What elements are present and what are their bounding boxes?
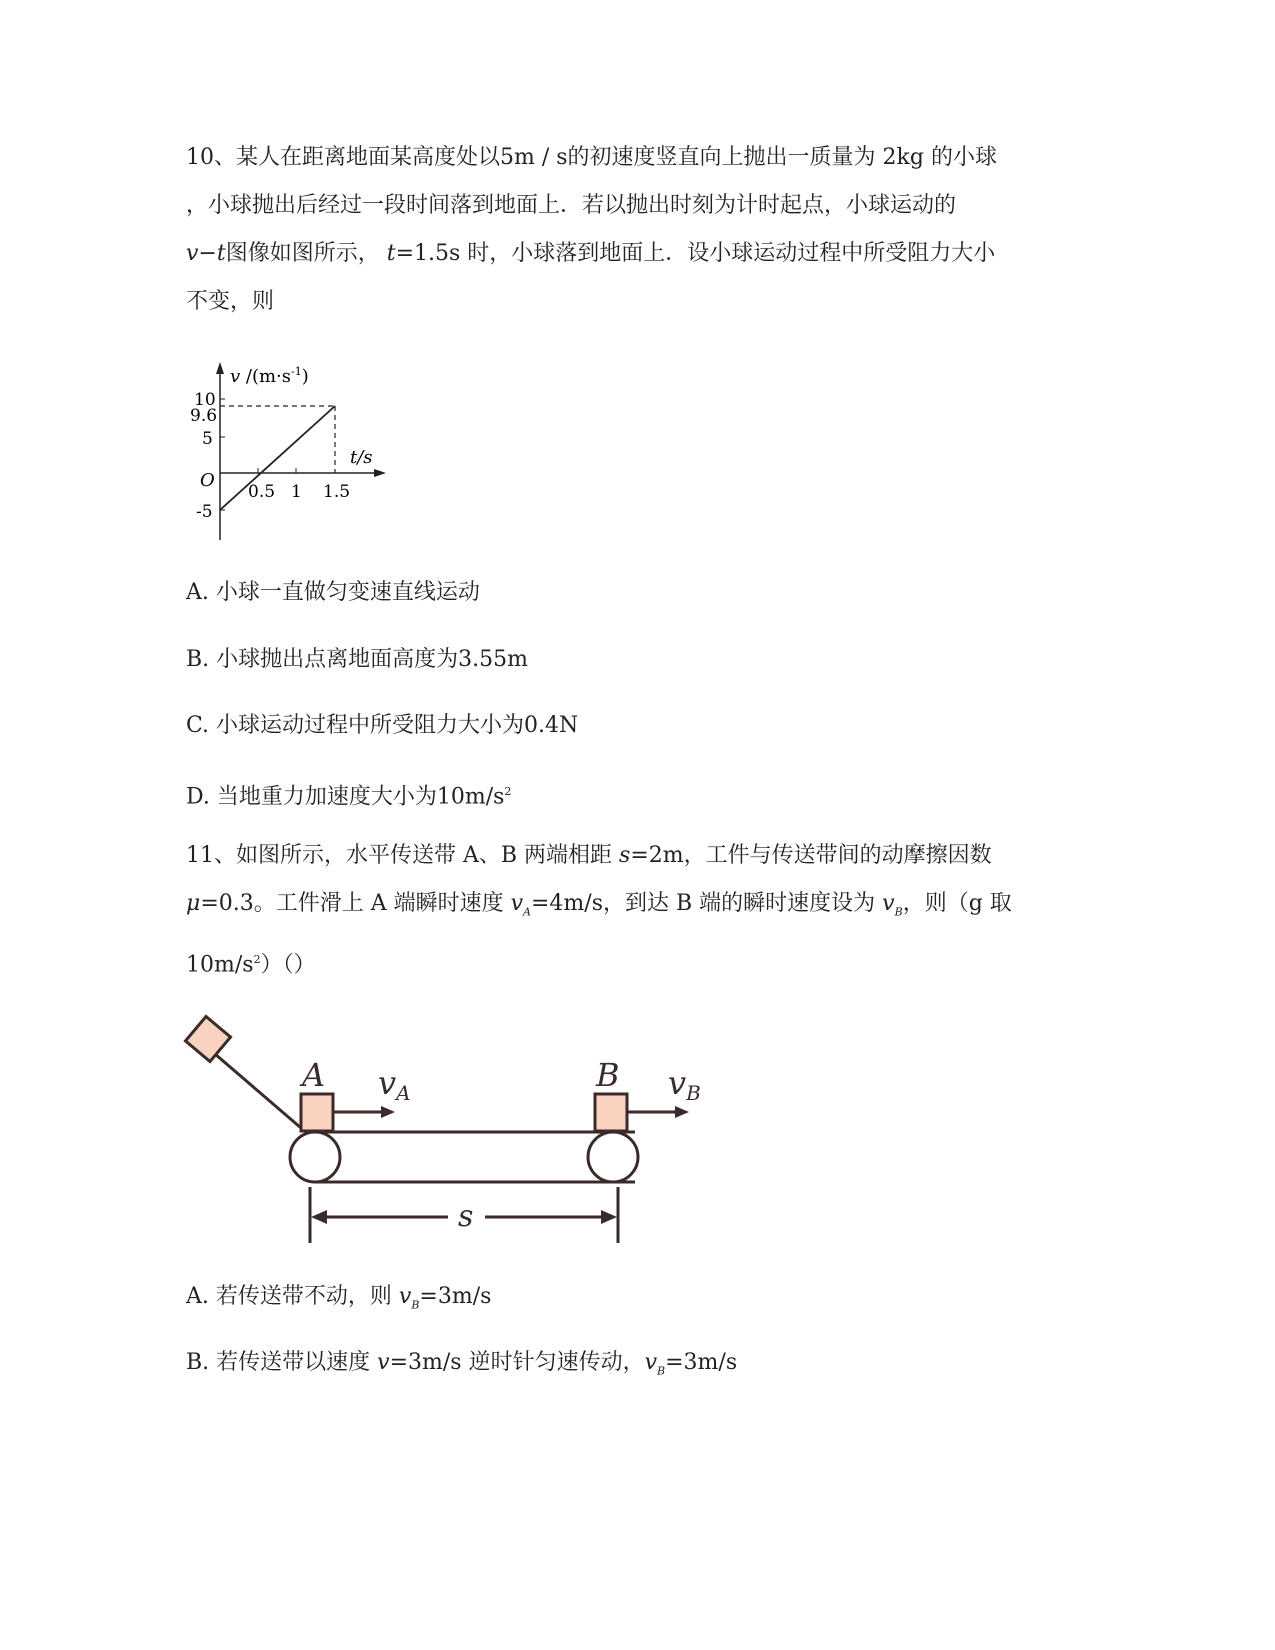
q11-option-a-post: =3m/s [419,1284,492,1309]
label-b: B [596,1056,620,1094]
question-11-stem [186,832,1086,990]
q11-line-1-b: =2m，工件与传送带间的动摩擦因数 [630,843,992,868]
q11-option-a [186,1282,491,1320]
q11-line-1-a: 11、如图所示，水平传送带 A、B 两端相距 [186,843,620,868]
roller-left [290,1132,340,1182]
q11-option-a-pre: A. 若传送带不动，则 [186,1284,399,1309]
q10-line-4: 不变，则 [186,289,275,314]
q11-option-b [186,1348,737,1386]
q10-option-d-sup: 2 [504,785,512,798]
y-axis-arrow [216,362,224,374]
q10-line-3-a: 图像如图所示， [225,241,380,266]
q10-line-2: ，小球抛出后经过一段时间落到地面上．若以抛出时刻为计时起点，小球运动的 [186,193,957,218]
q10-dash: − [198,241,217,266]
block-at-b [595,1094,627,1131]
q11-line-3 [186,936,1086,989]
q11-line-2-b: =4m/s，到达 B 端的瞬时速度设为 [531,891,883,916]
x-tick-label-1: 1 [291,482,302,502]
q10-v-symbol: v [186,241,199,266]
q11-mu-symbol: μ [186,891,201,916]
ramp-block [185,1016,230,1061]
q10-option-b: B. 小球抛出点离地面高度为3.55m [186,647,528,672]
q11-line-3-sup: 2 [253,953,261,967]
dim-arrow-left [311,1210,327,1224]
q10-option-a: A. 小球一直做匀变速直线运动 [186,580,480,605]
q11-option-a-v: v [398,1284,412,1309]
q11-option-b-pre: B. 若传送带以速度 [186,1350,378,1375]
vA-arrow-head [381,1106,395,1118]
q10-option-c: C. 小球运动过程中所受阻力大小为0.4N [186,713,579,738]
vt-graph [190,360,400,550]
x-axis-label: t/s [350,447,373,468]
q11-vB-symbol: v [882,891,895,916]
y-axis-label: v $/(m\cdot s^{-1})$ [230,365,309,387]
q11-option-b-v: v [377,1350,390,1375]
incline-ramp [208,1048,315,1140]
x-tick-label-0-5: 0.5 [248,482,276,502]
velocity-line [220,406,335,510]
q10-line-3-b: =1.5s 时，小球落到地面上．设小球运动过程中所受阻力大小 [395,241,996,266]
label-a: A [302,1056,326,1094]
label-vB: vB [668,1064,701,1105]
q10-line-1: 10、某人在距离地面某高度处以5m / s的初速度竖直向上抛出一质量为 2kg 的小球 [186,145,997,170]
vB-arrow-head [675,1106,689,1118]
q11-option-b-mid: =3m/s 逆时针匀速传动， [389,1350,645,1375]
q11-s-symbol: s [619,843,631,868]
q11-line-2-a: =0.3。工件滑上 A 端瞬时速度 [200,891,511,916]
label-vA: vA [378,1064,411,1105]
y-tick-label-10: 10 [194,390,216,410]
q11-vA-sub: A [523,905,531,919]
origin-label: O [200,470,215,491]
q10-line-3 [186,230,1086,278]
q11-vB-sub: B [894,905,903,919]
y-tick-label-neg5: -5 [196,502,213,522]
q11-line-2-c: ，则（g 取 [902,891,1012,916]
q10-t-symbol-2: t [386,241,396,266]
q10-t-symbol: t [216,241,226,266]
q11-option-b-sub: B [657,1364,666,1378]
block-at-a [301,1094,333,1131]
q11-option-b-post: =3m/s [665,1350,738,1375]
y-tick-label-5: 5 [202,429,213,449]
q11-option-b-v2: v [644,1350,658,1375]
x-tick-label-1-5: 1.5 [323,482,351,502]
roller-right [588,1132,638,1182]
q11-line-2 [186,880,1086,936]
q11-line-3-a: 10m/s [186,952,254,978]
q11-line-1 [186,832,1086,880]
q11-line-3-b: ）（） [260,952,316,978]
y-tick-label-9-6: 9.6 [190,406,218,426]
question-10-stem [186,134,1086,326]
q11-option-a-sub: B [411,1298,420,1312]
x-axis-arrow [374,469,386,477]
q11-vA-symbol: v [510,891,524,916]
q10-option-d-text: D. 当地重力加速度大小为10m/s [186,784,505,810]
q10-option-d [186,777,511,812]
label-s: s [458,1199,474,1234]
dim-arrow-right [601,1210,617,1224]
conveyor-diagram [180,1010,740,1265]
